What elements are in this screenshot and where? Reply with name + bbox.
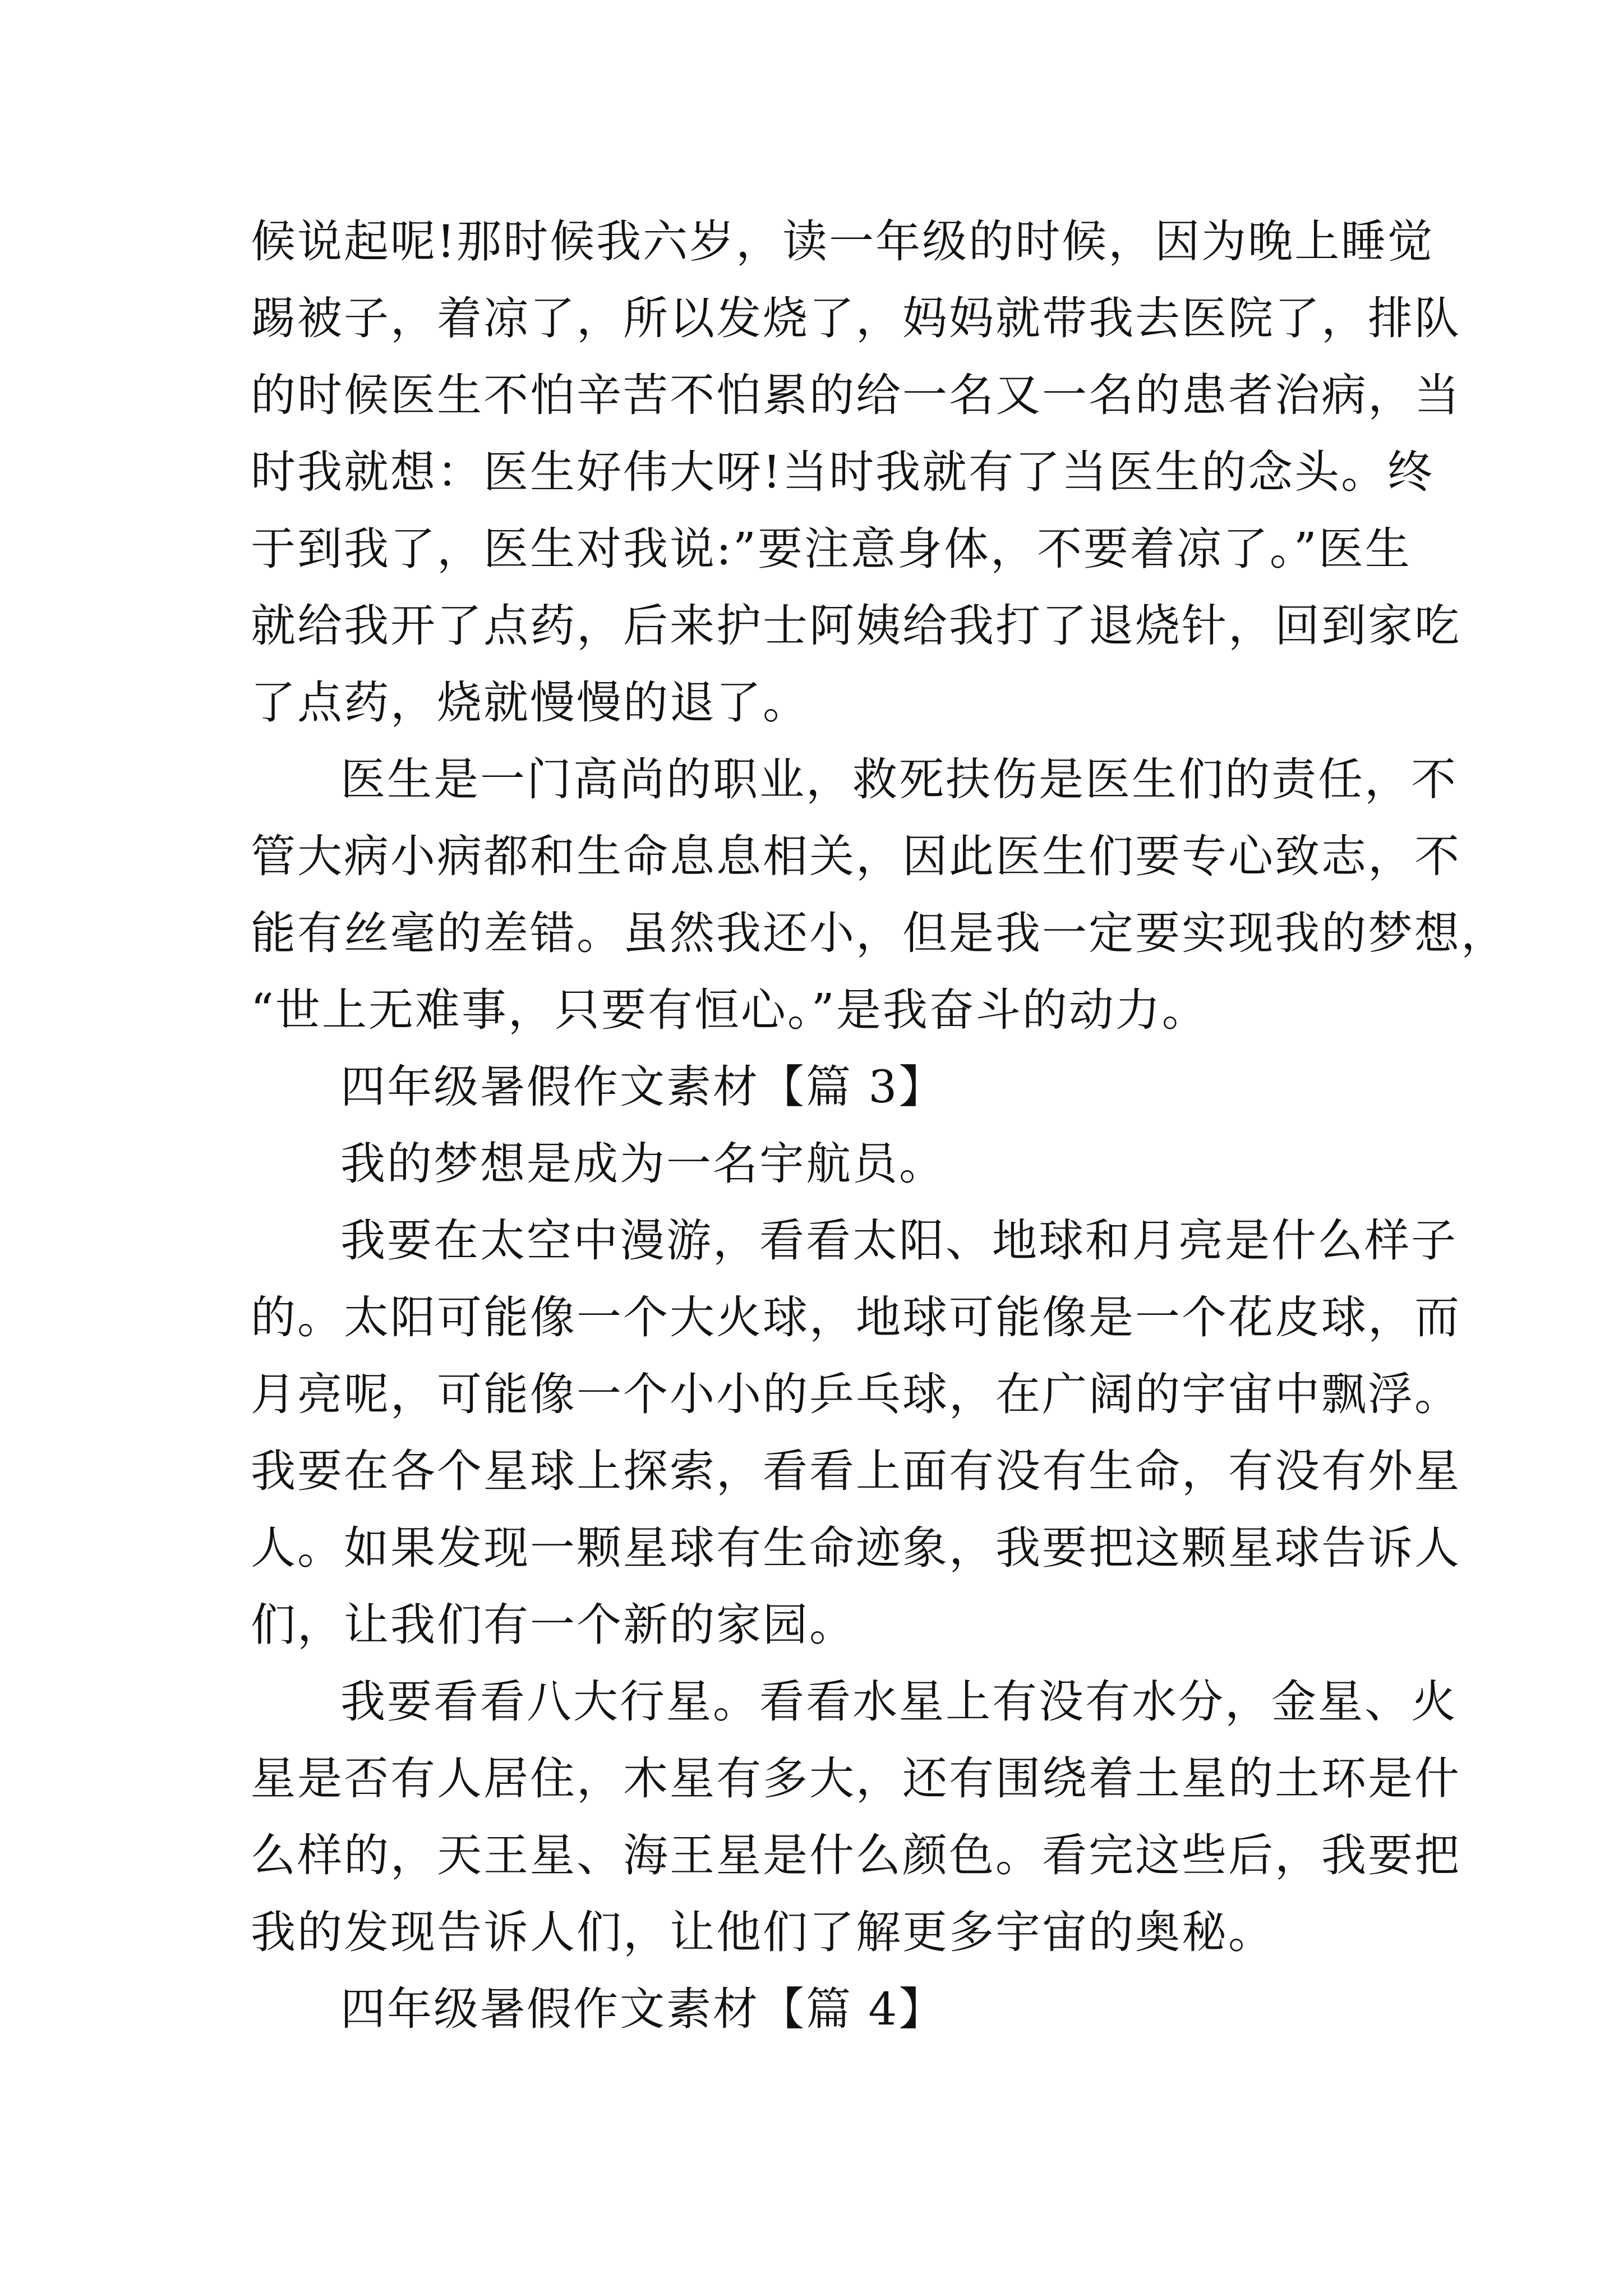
text-line: 就给我开了点药，后来护士阿姨给我打了退烧针，回到家吃 xyxy=(251,600,1461,652)
section-heading: 四年级暑假作文素材【篇 4】 xyxy=(340,1983,946,2035)
text-line: 月亮呢，可能像一个小小的乒乓球，在广阔的宇宙中飘浮。 xyxy=(251,1368,1461,1420)
document-body xyxy=(251,203,1507,2047)
text-line: 于到我了，医生对我说:”要注意身体，不要着凉了。”医生 xyxy=(251,523,1412,575)
text-line: 踢被子，着凉了，所以发烧了，妈妈就带我去医院了，排队 xyxy=(251,292,1461,344)
text-line: 的。太阳可能像一个大火球，地球可能像是一个花皮球，而 xyxy=(251,1291,1461,1343)
text-line: 我的发现告诉人们，让他们了解更多宇宙的奥秘。 xyxy=(251,1906,1275,1958)
text-line: 了点药，烧就慢慢的退了。 xyxy=(251,677,809,729)
paragraph-start-line: 医生是一门高尚的职业，救死扶伤是医生们的责任，不 xyxy=(340,753,1458,806)
text-line: 星是否有人居住，木星有多大，还有围绕着土星的土环是什 xyxy=(251,1752,1461,1805)
paragraph-start-line: 我的梦想是成为一名宇航员。 xyxy=(340,1138,946,1190)
text-line: 时我就想：医生好伟大呀!当时我就有了当医生的念头。终 xyxy=(251,446,1435,498)
paragraph-start-line: 我要看看八大行星。看看水星上有没有水分，金星、火 xyxy=(340,1676,1458,1728)
text-line: 人。如果发现一颗星球有生命迹象，我要把这颗星球告诉人 xyxy=(251,1522,1461,1574)
text-line: 能有丝毫的差错。虽然我还小，但是我一定要实现我的梦想， xyxy=(251,907,1507,959)
section-heading: 四年级暑假作文素材【篇 3】 xyxy=(340,1061,946,1113)
text-line: 管大病小病都和生命息息相关，因此医生们要专心致志，不 xyxy=(251,830,1461,882)
text-line: 的时候医生不怕辛苦不怕累的给一名又一名的患者治病，当 xyxy=(251,369,1461,421)
text-line: “世上无难事，只要有恒心。”是我奋斗的动力。 xyxy=(251,984,1209,1036)
text-line: 么样的，天王星、海王星是什么颜色。看完这些后，我要把 xyxy=(251,1829,1461,1881)
paragraph-start-line: 我要在太空中漫游，看看太阳、地球和月亮是什么样子 xyxy=(340,1214,1458,1267)
text-line: 我要在各个星球上探索，看看上面有没有生命，有没有外星 xyxy=(251,1445,1461,1497)
text-line: 候说起呢!那时候我六岁，读一年级的时候，因为晚上睡觉 xyxy=(251,215,1435,268)
text-line: 们，让我们有一个新的家园。 xyxy=(251,1599,856,1651)
